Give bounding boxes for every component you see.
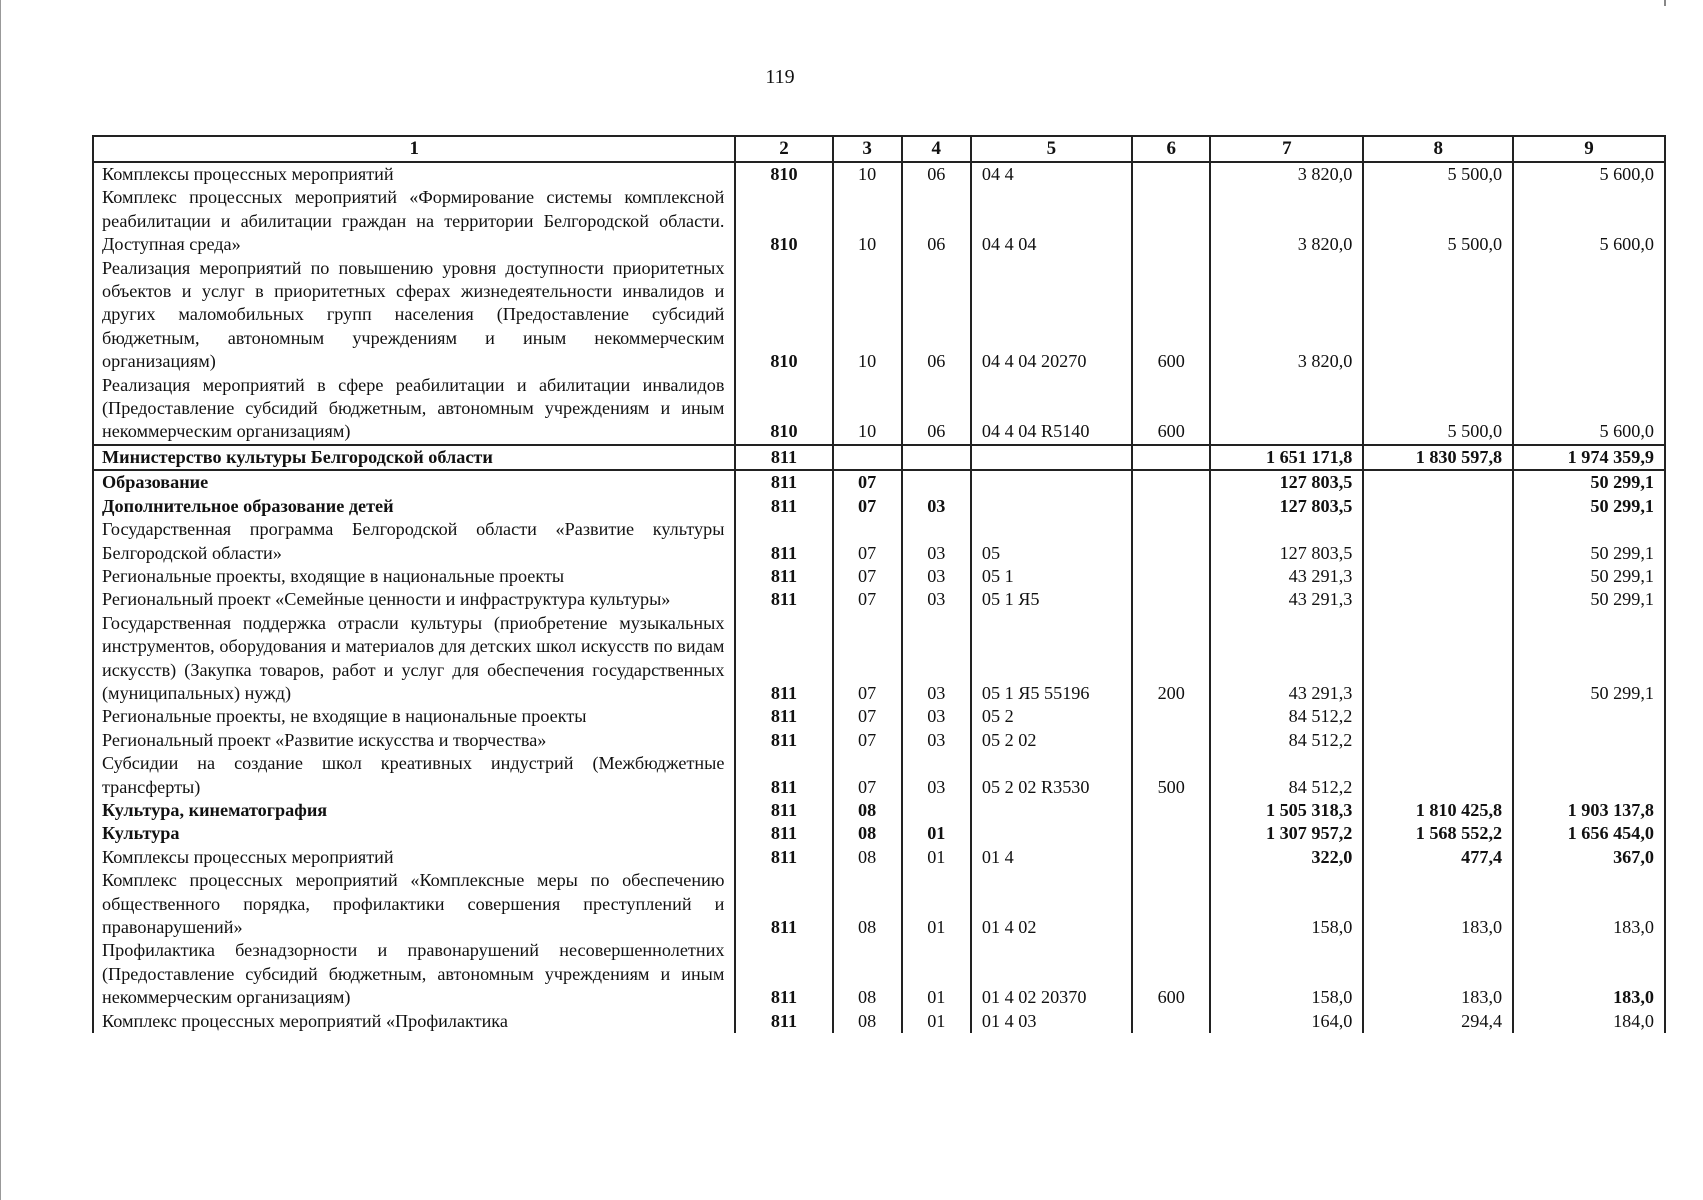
expense-type-code: 600 (1132, 374, 1210, 445)
page-number: 119 (765, 66, 795, 88)
amount-col-7: 164,0 (1210, 1010, 1363, 1033)
amount-col-8 (1363, 588, 1513, 611)
subsection-code (902, 470, 971, 494)
ministry-code: 811 (735, 612, 832, 706)
ministry-code: 811 (735, 869, 832, 939)
ministry-code: 811 (735, 565, 832, 588)
ministry-code: 810 (735, 162, 832, 186)
item-name: Комплекс процессных мероприятий «Формирование системы комплексной реабилитации и абилитации граждан на территории Белгородской области. Доступная среда» (93, 186, 735, 256)
subsection-code (902, 445, 971, 470)
section-code: 08 (833, 822, 902, 845)
expense-type-code: 500 (1132, 752, 1210, 799)
item-name: Культура (93, 822, 735, 845)
item-name: Профилактика безнадзорности и правонарушений несовершеннолетних (Предоставление субсидий бюджетным, автономным учреждениям и иным некоммерческим организациям) (93, 939, 735, 1009)
expense-type-code (1132, 565, 1210, 588)
target-article-code: 05 2 02 R3530 (971, 752, 1132, 799)
amount-col-7: 84 512,2 (1210, 705, 1363, 728)
expense-type-code (1132, 1010, 1210, 1033)
target-article-code (971, 495, 1132, 518)
subsection-code: 03 (902, 518, 971, 565)
amount-col-9 (1513, 705, 1665, 728)
target-article-code: 05 1 Я5 (971, 588, 1132, 611)
table-row (93, 869, 1665, 939)
section-code: 08 (833, 799, 902, 822)
expense-type-code (1132, 470, 1210, 494)
section-code: 07 (833, 495, 902, 518)
amount-col-7: 127 803,5 (1210, 518, 1363, 565)
subsection-code: 03 (902, 495, 971, 518)
amount-col-9 (1513, 729, 1665, 752)
item-name: Комплекс процессных мероприятий «Комплексные меры по обеспечению общественного порядка, профилактики совершения преступлений и правонарушений» (93, 869, 735, 939)
amount-col-8 (1363, 257, 1513, 374)
ministry-code: 810 (735, 186, 832, 256)
amount-col-7: 1 505 318,3 (1210, 799, 1363, 822)
amount-col-7: 84 512,2 (1210, 729, 1363, 752)
table-row (93, 186, 1665, 256)
amount-col-9: 50 299,1 (1513, 612, 1665, 706)
section-code: 07 (833, 729, 902, 752)
target-article-code (971, 799, 1132, 822)
amount-col-9 (1513, 257, 1665, 374)
section-code: 07 (833, 752, 902, 799)
amount-col-9 (1513, 752, 1665, 799)
expense-type-code (1132, 445, 1210, 470)
header-col-5: 5 (971, 136, 1132, 162)
section-code: 08 (833, 1010, 902, 1033)
section-code: 07 (833, 565, 902, 588)
subsection-code: 03 (902, 752, 971, 799)
amount-col-7 (1210, 374, 1363, 445)
target-article-code: 01 4 (971, 846, 1132, 869)
section-code: 08 (833, 846, 902, 869)
amount-col-7: 3 820,0 (1210, 162, 1363, 186)
subsection-code: 06 (902, 186, 971, 256)
amount-col-8 (1363, 495, 1513, 518)
amount-col-9: 50 299,1 (1513, 518, 1665, 565)
section-code: 10 (833, 374, 902, 445)
item-name: Министерство культуры Белгородской области (93, 445, 735, 470)
target-article-code: 01 4 03 (971, 1010, 1132, 1033)
amount-col-9: 50 299,1 (1513, 565, 1665, 588)
subsection-code: 03 (902, 729, 971, 752)
expense-type-code (1132, 799, 1210, 822)
amount-col-8: 183,0 (1363, 869, 1513, 939)
ministry-code: 810 (735, 374, 832, 445)
ministry-code: 811 (735, 799, 832, 822)
item-name: Культура, кинематография (93, 799, 735, 822)
subsection-code: 01 (902, 822, 971, 845)
item-name: Комплексы процессных мероприятий (93, 846, 735, 869)
scan-mark (1664, 0, 1666, 6)
item-name: Региональные проекты, входящие в национальные проекты (93, 565, 735, 588)
table-row (93, 374, 1665, 445)
target-article-code: 04 4 04 20270 (971, 257, 1132, 374)
amount-col-7: 43 291,3 (1210, 565, 1363, 588)
amount-col-8 (1363, 705, 1513, 728)
table-row (93, 705, 1665, 728)
expense-type-code (1132, 822, 1210, 845)
ministry-code: 811 (735, 752, 832, 799)
header-col-9: 9 (1513, 136, 1665, 162)
amount-col-7: 43 291,3 (1210, 612, 1363, 706)
header-col-8: 8 (1363, 136, 1513, 162)
ministry-code: 811 (735, 495, 832, 518)
target-article-code: 05 1 Я5 55196 (971, 612, 1132, 706)
amount-col-8 (1363, 518, 1513, 565)
expense-type-code: 600 (1132, 257, 1210, 374)
item-name: Региональный проект «Развитие искусства и творчества» (93, 729, 735, 752)
amount-col-8: 294,4 (1363, 1010, 1513, 1033)
table-row (93, 588, 1665, 611)
amount-col-7: 158,0 (1210, 939, 1363, 1009)
target-article-code: 05 2 (971, 705, 1132, 728)
amount-col-9: 1 974 359,9 (1513, 445, 1665, 470)
amount-col-8: 1 568 552,2 (1363, 822, 1513, 845)
subsection-code: 01 (902, 869, 971, 939)
target-article-code: 05 2 02 (971, 729, 1132, 752)
table-row (93, 939, 1665, 1009)
amount-col-9: 1 656 454,0 (1513, 822, 1665, 845)
amount-col-7: 84 512,2 (1210, 752, 1363, 799)
expense-type-code (1132, 162, 1210, 186)
table-row (93, 495, 1665, 518)
section-code: 07 (833, 518, 902, 565)
subsection-code: 03 (902, 565, 971, 588)
item-name: Комплексы процессных мероприятий (93, 162, 735, 186)
amount-col-7: 1 651 171,8 (1210, 445, 1363, 470)
amount-col-8 (1363, 752, 1513, 799)
amount-col-8: 5 500,0 (1363, 374, 1513, 445)
subsection-code: 01 (902, 939, 971, 1009)
amount-col-9: 183,0 (1513, 869, 1665, 939)
table-row (93, 518, 1665, 565)
item-name: Реализация мероприятий в сфере реабилитации и абилитации инвалидов (Предоставление субсидий бюджетным, автономным учреждениям и иным некоммерческим организациям) (93, 374, 735, 445)
ministry-code: 811 (735, 1010, 832, 1033)
budget-table (92, 135, 1666, 1033)
ministry-code: 810 (735, 257, 832, 374)
target-article-code: 05 (971, 518, 1132, 565)
amount-col-8: 5 500,0 (1363, 162, 1513, 186)
amount-col-7: 127 803,5 (1210, 495, 1363, 518)
subsection-code: 01 (902, 1010, 971, 1033)
amount-col-9: 5 600,0 (1513, 186, 1665, 256)
amount-col-7: 127 803,5 (1210, 470, 1363, 494)
amount-col-8: 183,0 (1363, 939, 1513, 1009)
section-code: 10 (833, 257, 902, 374)
amount-col-7: 3 820,0 (1210, 186, 1363, 256)
amount-col-9: 184,0 (1513, 1010, 1665, 1033)
table-row (93, 612, 1665, 706)
item-name: Региональные проекты, не входящие в национальные проекты (93, 705, 735, 728)
section-code: 07 (833, 612, 902, 706)
target-article-code: 04 4 04 R5140 (971, 374, 1132, 445)
section-code: 07 (833, 705, 902, 728)
expense-type-code (1132, 495, 1210, 518)
item-name: Реализация мероприятий по повышению уровня доступности приоритетных объектов и услуг в приоритетных сферах жизнедеятельности инвалидов и других маломобильных групп населения (Предоставление субсидий бюджетным, автономным учреждениям и иным некоммерческим организациям) (93, 257, 735, 374)
table-row (93, 257, 1665, 374)
subsection-code: 06 (902, 257, 971, 374)
expense-type-code: 200 (1132, 612, 1210, 706)
amount-col-8 (1363, 612, 1513, 706)
amount-col-7: 158,0 (1210, 869, 1363, 939)
target-article-code (971, 445, 1132, 470)
amount-col-8 (1363, 729, 1513, 752)
section-code: 08 (833, 939, 902, 1009)
table-row (93, 162, 1665, 186)
target-article-code (971, 470, 1132, 494)
table-row (93, 822, 1665, 845)
expense-type-code (1132, 846, 1210, 869)
amount-col-9: 1 903 137,8 (1513, 799, 1665, 822)
ministry-code: 811 (735, 470, 832, 494)
section-code: 10 (833, 162, 902, 186)
item-name: Субсидии на создание школ креативных индустрий (Межбюджетные трансферты) (93, 752, 735, 799)
subsection-code (902, 799, 971, 822)
table-row (93, 729, 1665, 752)
table-row (93, 752, 1665, 799)
section-code: 07 (833, 588, 902, 611)
ministry-code: 811 (735, 705, 832, 728)
amount-col-8: 477,4 (1363, 846, 1513, 869)
expense-type-code (1132, 518, 1210, 565)
header-col-3: 3 (833, 136, 902, 162)
table-row (93, 799, 1665, 822)
ministry-code: 811 (735, 445, 832, 470)
section-code: 10 (833, 186, 902, 256)
ministry-code: 811 (735, 729, 832, 752)
ministry-code: 811 (735, 846, 832, 869)
section-code (833, 445, 902, 470)
target-article-code: 01 4 02 20370 (971, 939, 1132, 1009)
amount-col-8 (1363, 470, 1513, 494)
amount-col-7: 322,0 (1210, 846, 1363, 869)
header-col-7: 7 (1210, 136, 1363, 162)
expense-type-code (1132, 186, 1210, 256)
ministry-code: 811 (735, 822, 832, 845)
expense-type-code (1132, 869, 1210, 939)
item-name: Государственная поддержка отрасли культуры (приобретение музыкальных инструментов, оборудования и материалов для детских школ искусств по видам искусств) (Закупка товаров, работ и услуг для обеспечения государственных (муниципальных) нужд) (93, 612, 735, 706)
section-code: 08 (833, 869, 902, 939)
subsection-code: 06 (902, 162, 971, 186)
subsection-code: 03 (902, 705, 971, 728)
ministry-code: 811 (735, 939, 832, 1009)
header-col-6: 6 (1132, 136, 1210, 162)
expense-type-code: 600 (1132, 939, 1210, 1009)
table-row (93, 1010, 1665, 1033)
target-article-code: 04 4 (971, 162, 1132, 186)
expense-type-code (1132, 588, 1210, 611)
amount-col-8 (1363, 565, 1513, 588)
item-name: Образование (93, 470, 735, 494)
table-row-ministry-total (93, 445, 1665, 470)
target-article-code (971, 822, 1132, 845)
amount-col-9: 50 299,1 (1513, 588, 1665, 611)
amount-col-7: 3 820,0 (1210, 257, 1363, 374)
item-name: Комплекс процессных мероприятий «Профилактика (93, 1010, 735, 1033)
item-name: Государственная программа Белгородской области «Развитие культуры Белгородской области» (93, 518, 735, 565)
amount-col-9: 183,0 (1513, 939, 1665, 1009)
amount-col-9: 367,0 (1513, 846, 1665, 869)
amount-col-8: 5 500,0 (1363, 186, 1513, 256)
amount-col-9: 50 299,1 (1513, 495, 1665, 518)
amount-col-8: 1 830 597,8 (1363, 445, 1513, 470)
expense-type-code (1132, 705, 1210, 728)
expense-type-code (1132, 729, 1210, 752)
item-name: Дополнительное образование детей (93, 495, 735, 518)
amount-col-9: 5 600,0 (1513, 374, 1665, 445)
subsection-code: 01 (902, 846, 971, 869)
target-article-code: 04 4 04 (971, 186, 1132, 256)
target-article-code: 01 4 02 (971, 869, 1132, 939)
table-row (93, 565, 1665, 588)
page-edge (0, 0, 1, 1200)
amount-col-7: 1 307 957,2 (1210, 822, 1363, 845)
subsection-code: 03 (902, 612, 971, 706)
target-article-code: 05 1 (971, 565, 1132, 588)
table-row (93, 846, 1665, 869)
ministry-code: 811 (735, 518, 832, 565)
section-code: 07 (833, 470, 902, 494)
subsection-code: 06 (902, 374, 971, 445)
header-col-4: 4 (902, 136, 971, 162)
header-col-1: 1 (93, 136, 735, 162)
table-row (93, 470, 1665, 494)
amount-col-7: 43 291,3 (1210, 588, 1363, 611)
header-col-2: 2 (735, 136, 832, 162)
header-row (93, 136, 1665, 162)
amount-col-9: 50 299,1 (1513, 470, 1665, 494)
ministry-code: 811 (735, 588, 832, 611)
amount-col-8: 1 810 425,8 (1363, 799, 1513, 822)
subsection-code: 03 (902, 588, 971, 611)
item-name: Региональный проект «Семейные ценности и инфраструктура культуры» (93, 588, 735, 611)
amount-col-9: 5 600,0 (1513, 162, 1665, 186)
